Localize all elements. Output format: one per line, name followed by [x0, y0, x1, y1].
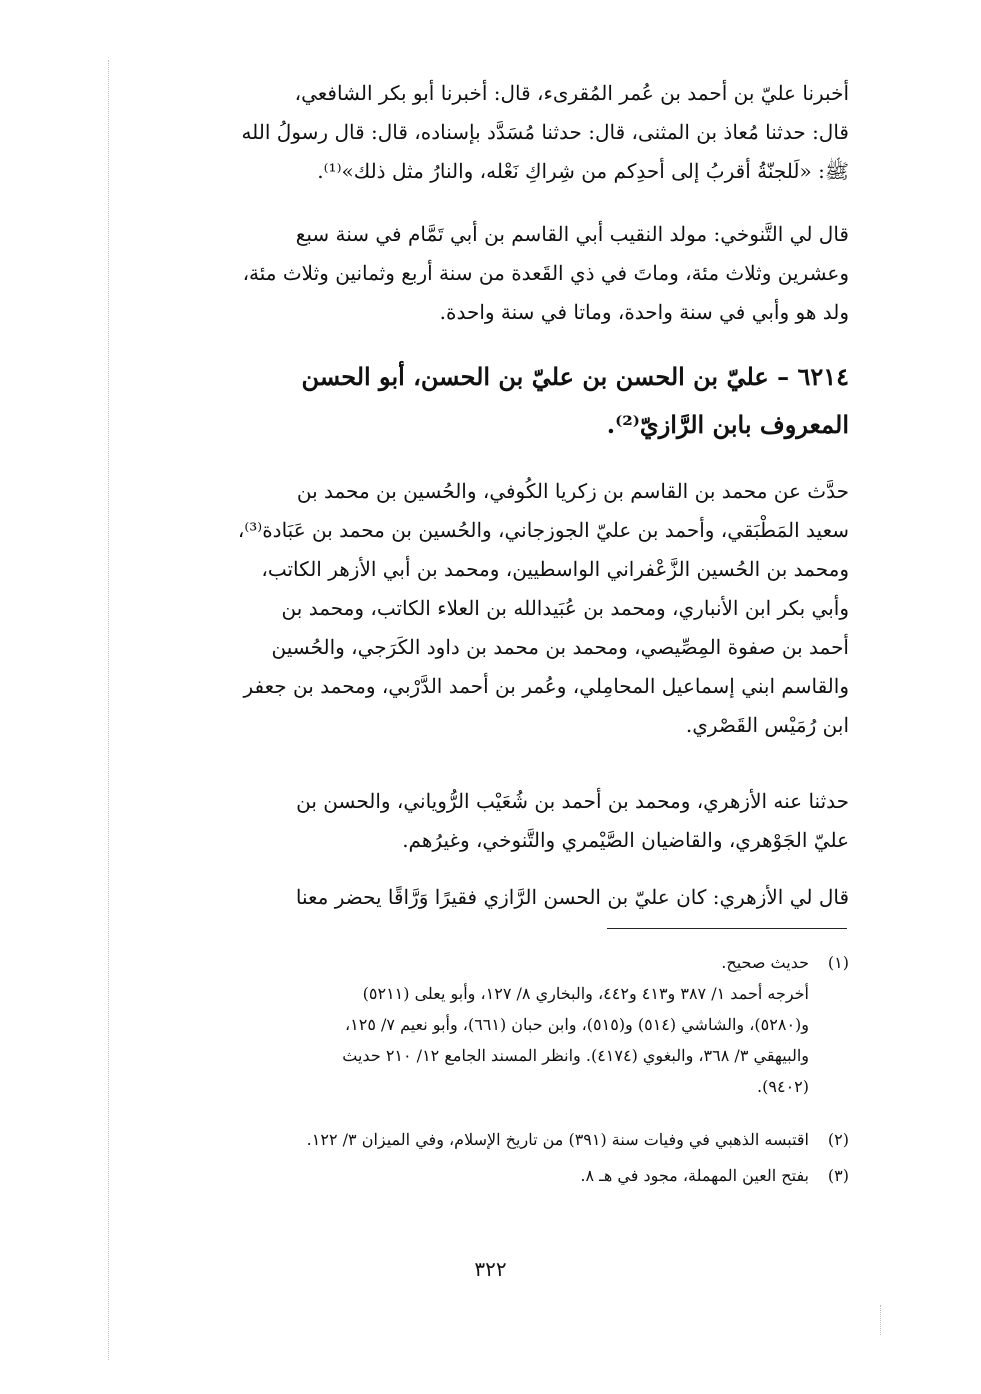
text-line: والقاسم ابني إسماعيل المحامِلي، وعُمر بن أحمد الدَّرْبي، ومحمد بن جعفر — [243, 674, 849, 698]
paragraph-narrated-by — [133, 782, 849, 860]
paragraph-azhari-said — [133, 878, 849, 917]
footnote-line — [133, 1160, 849, 1191]
text-line: ﷺ: «لَلجنّةُ أقربُ إلى أحدِكم من شِراكِ نَعْله، والنارُ مثل ذلك»⁽¹⁾. — [317, 159, 849, 183]
footnote-3 — [133, 1160, 849, 1191]
footnote-number: (٣) — [827, 1166, 849, 1185]
footnote-text: حديث صحيح. — [721, 953, 809, 972]
text-line: وعشرين وثلاث مئة، وماتَ في ذي القَعدة من سنة أربع وثمانين وثلاث مئة، — [242, 261, 849, 285]
page-number: ٣٢٢ — [474, 1257, 507, 1281]
heading-line: ٦٢١٤ – عليّ بن الحسن بن عليّ بن الحسن، أبو الحسن — [301, 362, 849, 391]
entry-heading — [133, 353, 849, 449]
text-line: عليّ الجَوْهري، والقاضيان الصَّيْمري والتَّنوخي، وغيرُهم. — [402, 828, 849, 852]
text-line: قال لي التَّنوخي: مولد النقيب أبي القاسم بن أبي تَمَّام في سنة سبع — [295, 222, 849, 246]
heading-line: المعروف بابن الرَّازيّ⁽²⁾. — [606, 410, 849, 439]
text-line: وأبي بكر ابن الأنباري، ومحمد بن عُبَيدالله بن العلاء الكاتب، ومحمد بن — [281, 596, 849, 620]
footnote-2 — [133, 1124, 849, 1155]
scan-edge-marks-right — [880, 1305, 881, 1335]
text-line: ولد هو وأبي في سنة واحدة، وماتا في سنة واحدة. — [439, 300, 849, 324]
footnote-1 — [133, 947, 849, 1102]
footnote-separator — [607, 928, 847, 929]
text-line: ومحمد بن الحُسين الزَّعْفراني الواسطيين، ومحمد بن أبي الأزهر الكاتب، — [261, 557, 849, 581]
footnote-text: اقتبسه الذهبي في وفيات سنة (٣٩١) من تاريخ الإسلام، وفي الميزان ٣/ ١٢٢. — [306, 1130, 809, 1149]
footnote-line: أخرجه أحمد ١/ ٣٨٧ و٤١٣ و٤٤٢، والبخاري ٨/ ١٢٧، وأبو يعلى (٥٢١١) — [362, 984, 809, 1003]
paragraph-tanukhi-birth — [133, 215, 849, 332]
paragraph-narrated-from — [133, 472, 849, 745]
footnote-line: (٩٤٠٢). — [757, 1077, 809, 1096]
text-line: ابن رُمَيْس القَصْري. — [685, 713, 849, 737]
footnote-line — [133, 947, 849, 978]
footnote-line — [133, 1124, 849, 1155]
text-line: حدثنا عنه الأزهري، ومحمد بن أحمد بن شُعَيْب الرُّوياني، والحسن بن — [296, 789, 849, 813]
footnote-line: و(٥٢٨٠)، والشاشي (٥١٤) و(٥١٥)، وابن حبان (٦٦١)، وأبو نعيم ٧/ ١٢٥، — [344, 1015, 809, 1034]
text-line: أحمد بن صفوة المِصِّيصي، ومحمد بن محمد بن داود الكَرَجي، والحُسين — [271, 635, 849, 659]
footnote-line: والبيهقي ٣/ ٣٦٨، والبغوي (٤١٧٤). وانظر المسند الجامع ١٢/ ٢١٠ حديث — [342, 1046, 809, 1065]
footnote-number: (١) — [827, 953, 849, 972]
text-line: قال: حدثنا مُعاذ بن المثنى، قال: حدثنا مُسَدَّد بإسناده، قال: قال رسولُ الله — [241, 120, 849, 144]
text-line: حدَّث عن محمد بن القاسم بن زكريا الكُوفي، والحُسين بن محمد بن — [296, 479, 849, 503]
text-line: أخبرنا عليّ بن أحمد بن عُمر المُقرىء، قال: أخبرنا أبو بكر الشافعي، — [294, 81, 849, 105]
scan-edge-marks — [108, 60, 109, 1360]
footnote-text: بفتح العين المهملة، مجود في هـ ٨. — [580, 1166, 809, 1185]
text-line: قال لي الأزهري: كان عليّ بن الحسن الرَّازي فقيرًا وَرَّاقًا يحضر معنا — [295, 885, 849, 909]
footnote-number: (٢) — [827, 1130, 849, 1149]
paragraph-hadith — [133, 74, 849, 191]
text-line: سعيد المَطْبَقي، وأحمد بن عليّ الجوزجاني، والحُسين بن محمد بن عَبَادة⁽³⁾، — [237, 518, 849, 542]
